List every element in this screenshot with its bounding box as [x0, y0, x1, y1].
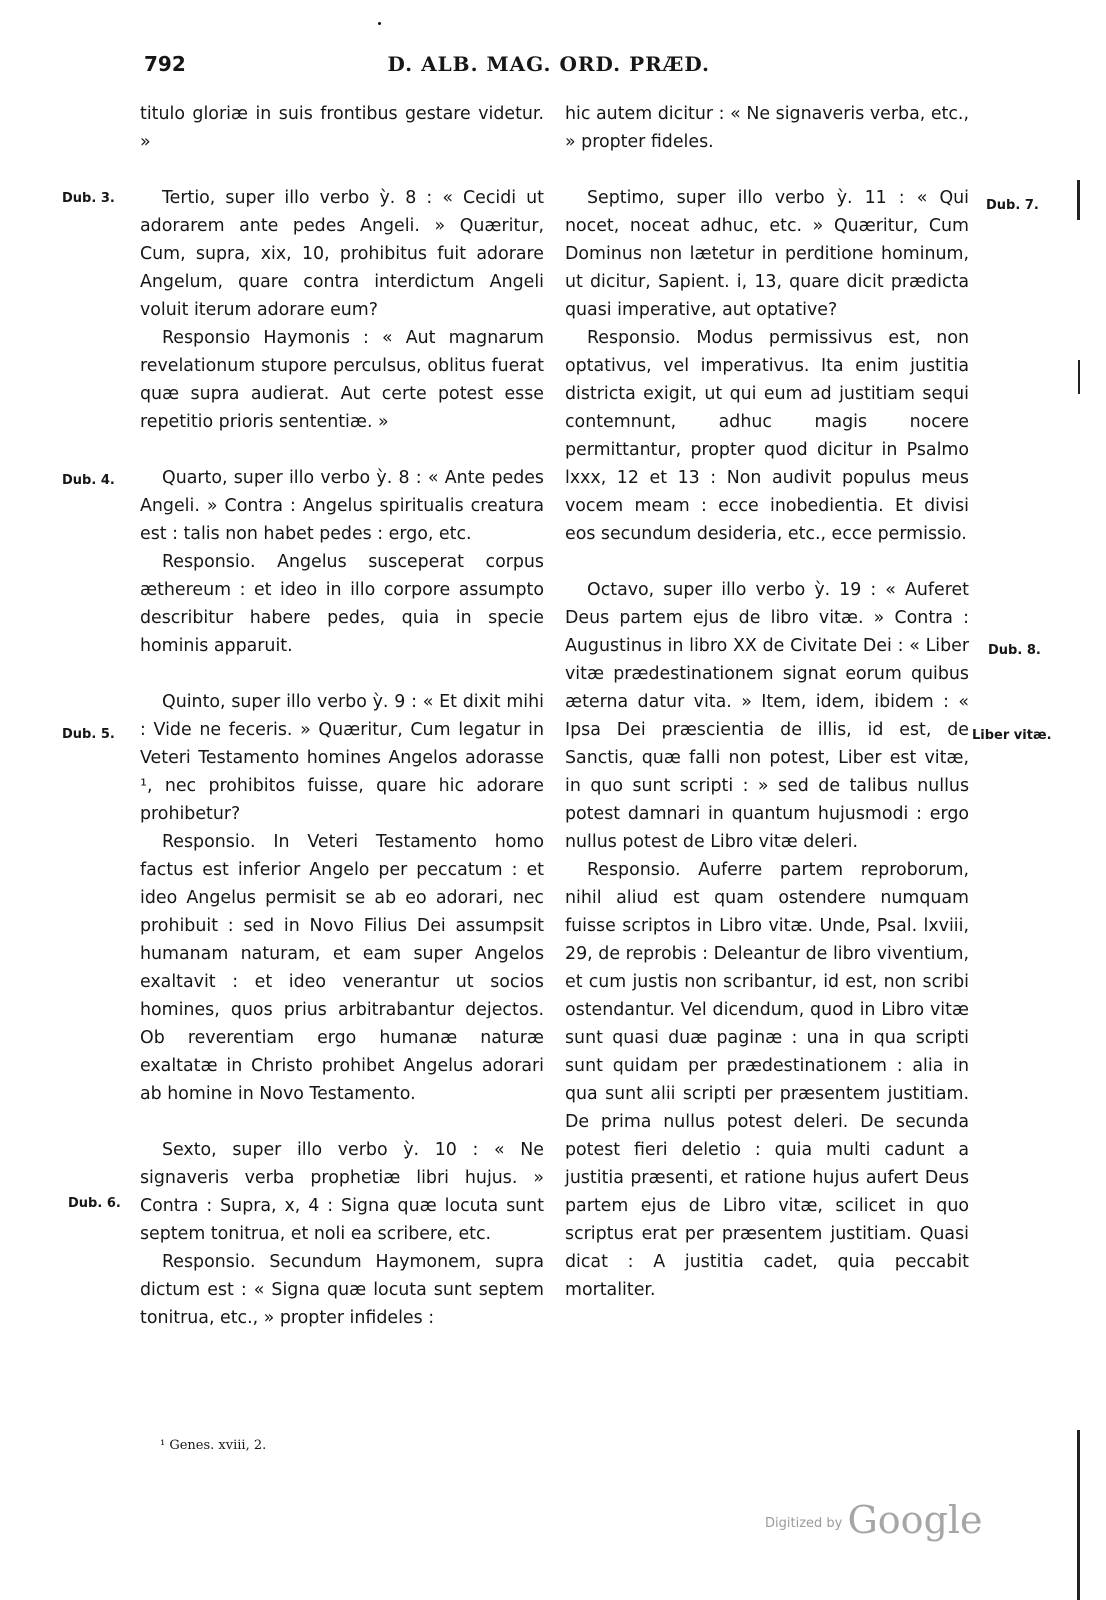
paragraph: Tertio, super illo verbo ỳ. 8 : « Cecidi ut adorarem ante pedes Angeli. » Quæritur, Cum, supra, xix, 10, prohibitus fuit adorare Angelum, quare contra interdictum Angeli voluit iterum adorare eum? [140, 188, 544, 320]
scan-edge-mark [1077, 180, 1080, 220]
page-number: 792 [144, 52, 186, 76]
margin-note-dub-6: Dub. 6. [68, 1196, 121, 1211]
running-title: D. ALB. MAG. ORD. PRÆD. [387, 52, 710, 76]
paragraph: titulo gloriæ in suis frontibus gestare videtur. » [140, 104, 544, 152]
paragraph: Responsio. Modus permissivus est, non optativus, vel imperativus. Ita enim justitia districta exigit, ut qui eum ad justitiam sequi contemnunt, adhuc magis nocere permittantur, propter quod dicitur in Psalmo lxxx, 12 et 13 : Non audivit populus meus vocem meam : ecce inobedientia. Et divisi eos secundum desideria, etc., ecce permissio. [565, 328, 969, 544]
scan-speck [378, 22, 381, 25]
footnote: ¹ Genes. xviii, 2. [160, 1438, 267, 1453]
scan-edge-mark [1077, 1430, 1080, 1600]
paragraph: Responsio. Auferre partem reproborum, nihil aliud est quam ostendere numquam fuisse scriptos in Libro vitæ. Unde, Psal. lxviii, 29, de reprobis : Deleantur de libro viventium, et cum justis non scribantur, id est, non scribi ostendantur. Vel dicendum, quod in Libro vitæ sunt quasi duæ paginæ : una in qua scripti sunt quidam per prædestinationem : alia in qua sunt alii scripti per præsentem justitiam. De prima nullus potest deleri. De secunda potest fieri deletio : quia multi cadunt a justitia præsenti, et ratione hujus aufert Deus partem ejus de Libro vitæ, scilicet in quo scriptus erat per præsentem justitiam. Quasi dicat : A justitia cadet, quia peccabit mortaliter. [565, 860, 969, 1300]
paragraph: Responsio. Secundum Haymonem, supra dictum est : « Signa quæ locuta sunt septem tonitrua, etc., » propter infideles : [140, 1252, 544, 1328]
paragraph: Sexto, super illo verbo ỳ. 10 : « Ne signaveris verba prophetiæ libri hujus. » Contra : Supra, x, 4 : Signa quæ locuta sunt septem tonitrua, et noli ea scribere, etc. [140, 1140, 544, 1244]
margin-note-liber-vitae: Liber vitæ. [972, 728, 1052, 743]
page-header [140, 52, 710, 86]
left-column [140, 100, 544, 1332]
paragraph: hic autem dicitur : « Ne signaveris verba, etc., » propter fideles. [565, 104, 969, 152]
scan-edge-mark [1078, 360, 1080, 394]
paragraph: Responsio. In Veteri Testamento homo factus est inferior Angelo per peccatum : et ideo Angelus permisit se ab eo adorari, nec prohibuit : sed in Novo Filius Dei assumpsit humanam naturam, et eam super Angelos exaltavit : et ideo venerantur ut socios homines, quos prius arbitrabantur dejectos. Ob reverentiam ergo humanæ naturæ exaltatæ in Christo prohibet Angelus adorari ab homine in Novo Testamento. [140, 832, 544, 1104]
paragraph: Septimo, super illo verbo ỳ. 11 : « Qui nocet, noceat adhuc, etc. » Quæritur, Cum Dominus non lætetur in perditione hominum, ut dicitur, Sapient. i, 13, quare dicit prædicta quasi imperative, aut optative? [565, 188, 969, 320]
margin-note-dub-5: Dub. 5. [62, 727, 115, 742]
paragraph: Octavo, super illo verbo ỳ. 19 : « Auferet Deus partem ejus de libro vitæ. » Contra : Augustinus in libro XX de Civitate Dei : « Liber vitæ prædestinationem signat eorum quibus æterna datur vita. » Item, idem, ibidem : « Ipsa Dei præscientia de illis, id est, de Sanctis, quæ falli non potest, Liber est vitæ, in quo sunt scripti : » sed de talibus nullus potest damnari in quantum hujusmodi : ergo nullus potest de Libro vitæ deleri. [565, 580, 969, 852]
margin-note-dub-7: Dub. 7. [986, 198, 1039, 213]
digitized-watermark [765, 1498, 983, 1542]
paragraph: Responsio Haymonis : « Aut magnarum revelationum stupore perculsus, oblitus fuerat quæ supra audierat. Aut certe potest esse repetitio prioris sententiæ. » [140, 328, 544, 432]
watermark-prefix: Digitized by [765, 1516, 843, 1531]
paragraph: Responsio. Angelus susceperat corpus æthereum : et ideo in illo corpore assumpto describitur habere pedes, quia in specie hominis apparuit. [140, 552, 544, 656]
google-logo: Google [847, 1498, 983, 1542]
margin-note-dub-3: Dub. 3. [62, 191, 115, 206]
paragraph: Quinto, super illo verbo ỳ. 9 : « Et dixit mihi : Vide ne feceris. » Quæritur, Cum legatur in Veteri Testamento homines Angelos adorasse ¹, nec prohibitos fuisse, quare hic adorare prohibetur? [140, 692, 544, 824]
paragraph: Quarto, super illo verbo ỳ. 8 : « Ante pedes Angeli. » Contra : Angelus spiritualis creatura est : talis non habet pedes : ergo, etc. [140, 468, 544, 544]
margin-note-dub-4: Dub. 4. [62, 473, 115, 488]
right-column [565, 100, 969, 1304]
margin-note-dub-8: Dub. 8. [988, 643, 1041, 658]
